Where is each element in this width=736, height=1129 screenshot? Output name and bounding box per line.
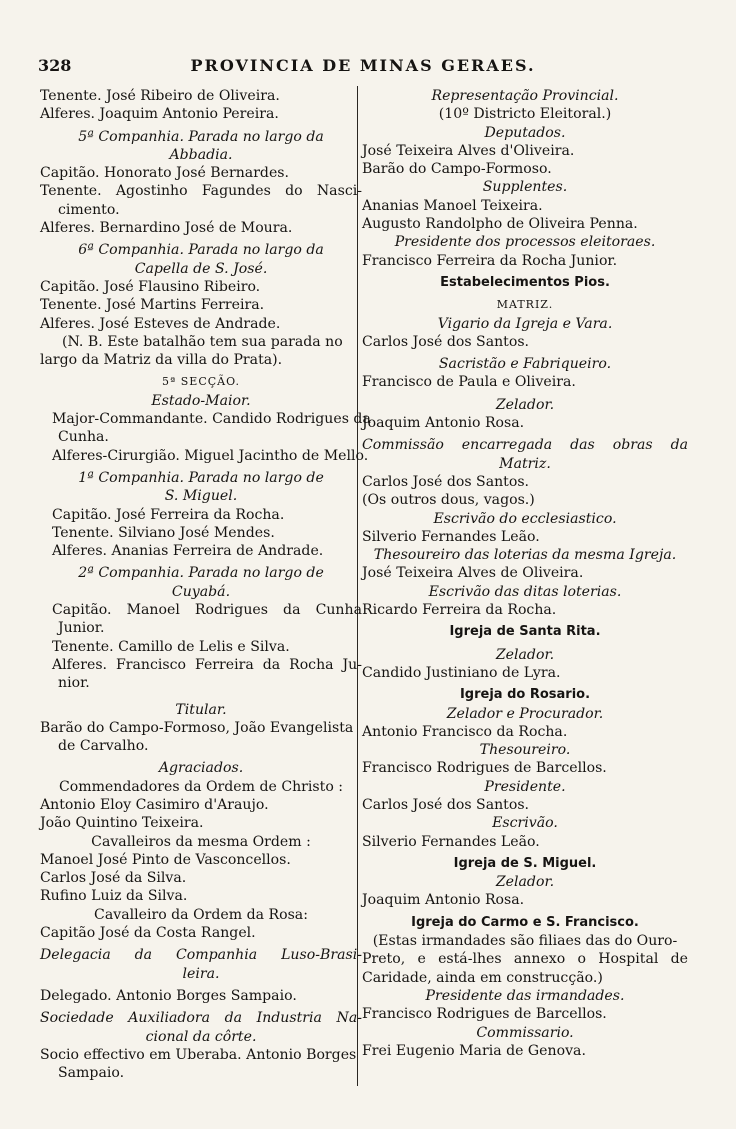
- text-line: Capitão. Manoel Rodrigues da Cunha: [52, 602, 362, 619]
- section-heading: Cuyabá.: [171, 583, 231, 600]
- subheading: MATRIZ.: [496, 298, 554, 312]
- section-heading: Matriz.: [499, 455, 551, 472]
- text-line: Tenente. José Martins Ferreira.: [40, 297, 265, 314]
- section-heading: Igreja de Santa Rita.: [449, 624, 601, 640]
- section-heading: Presidente dos processos eleitoraes.: [394, 234, 656, 251]
- section-heading: Vigario da Igreja e Vara.: [437, 315, 613, 332]
- text-line: Antonio Eloy Casimiro d'Araujo.: [40, 796, 269, 813]
- section-heading: Sacristão e Fabriqueiro.: [438, 356, 612, 373]
- text-line: João Quintino Teixeira.: [40, 815, 204, 832]
- section-heading: Presidente.: [484, 778, 566, 795]
- text-line: Carlos José dos Santos.: [362, 333, 530, 350]
- text-line: Francisco de Paula e Oliveira.: [362, 374, 576, 391]
- text-line: Joaquim Antonio Rosa.: [362, 415, 525, 432]
- page-number: 328: [38, 56, 72, 75]
- text-line: Manoel José Pinto de Vasconcellos.: [40, 851, 291, 868]
- text-line: Capitão. José Ferreira da Rocha.: [52, 506, 285, 523]
- section-heading: S. Miguel.: [164, 488, 238, 505]
- text-line: Barão do Campo-Formoso.: [362, 161, 552, 178]
- text-line: (N. B. Este batalhão tem sua parada no: [62, 333, 343, 350]
- text-line: Delegado. Antonio Borges Sampaio.: [40, 987, 297, 1004]
- subheading: Commendadores da Ordem de Christo :: [58, 778, 344, 795]
- section-heading: Igreja de S. Miguel.: [453, 855, 597, 871]
- text-line: Augusto Randolpho de Oliveira Penna.: [362, 216, 638, 233]
- text-line: Tenente. Agostinho Fagundes do Nasci-: [40, 183, 362, 200]
- section-heading: Zelador.: [495, 396, 555, 413]
- section-heading: Thesoureiro.: [479, 742, 571, 759]
- section-heading: Zelador e Procurador.: [446, 705, 604, 722]
- section-heading: Estado-Maior.: [151, 392, 251, 409]
- text-line: Socio effectivo em Uberaba. Antonio Borges: [40, 1046, 357, 1063]
- text-line: Carlos José dos Santos.: [362, 473, 530, 490]
- section-heading: Capella de S. José.: [134, 260, 268, 277]
- text-line: nior.: [58, 675, 90, 692]
- text-line: Capitão. Honorato José Bernardes.: [40, 165, 290, 182]
- section-heading: cional da côrte.: [145, 1028, 257, 1045]
- text-line: Capitão José da Costa Rangel.: [40, 925, 256, 942]
- section-heading: Estabelecimentos Pios.: [440, 274, 610, 290]
- text-line: Tenente. Silviano José Mendes.: [52, 524, 275, 541]
- section-heading: Escrivão do ecclesiastico.: [433, 510, 617, 527]
- section-heading: Presidente das irmandades.: [425, 987, 625, 1004]
- text-line: (Estas irmandades são filiaes das do Ouro-: [372, 933, 678, 950]
- section-heading: 6ª Companhia. Parada no largo da: [78, 242, 324, 259]
- section-heading: Agraciados.: [158, 760, 244, 777]
- section-heading: Commissario.: [476, 1024, 574, 1041]
- text-line: José Teixeira Alves de Oliveira.: [362, 565, 584, 582]
- section-heading: Commissão encarregada das obras da: [362, 437, 688, 454]
- text-line: Ricardo Ferreira da Rocha.: [362, 602, 557, 619]
- section-heading: Sociedade Auxiliadora da Industria Na-: [40, 1010, 362, 1027]
- text-line: Ananias Manoel Teixeira.: [362, 197, 543, 214]
- page-header: [38, 56, 688, 82]
- text-line: José Teixeira Alves d'Oliveira.: [362, 142, 575, 159]
- text-line: Francisco Rodrigues de Barcellos.: [362, 1006, 607, 1023]
- section-heading: Igreja do Carmo e S. Francisco.: [411, 914, 639, 930]
- section-heading: Delegacia da Companhia Luso-Brasi-: [40, 947, 362, 964]
- text-line: Candido Justiniano de Lyra.: [362, 664, 561, 681]
- text-line: Junior.: [58, 620, 105, 637]
- section-heading: Titular.: [175, 701, 227, 718]
- section-heading: Representação Provincial.: [431, 88, 619, 104]
- section-heading: Supplentes.: [482, 179, 568, 196]
- text-line: Major-Commandante. Candido Rodrigues da: [52, 411, 371, 428]
- subheading: (10º Districto Eleitoral.): [438, 106, 612, 123]
- text-line: Carlos José da Silva.: [40, 870, 187, 887]
- section-heading: 5ª Companhia. Parada no largo da: [78, 128, 324, 145]
- text-line: Tenente. José Ribeiro de Oliveira.: [40, 88, 280, 104]
- section-heading: Igreja do Rosario.: [459, 687, 591, 703]
- text-line: (Os outros dous, vagos.): [362, 492, 535, 509]
- text-line: cimento.: [58, 201, 120, 218]
- text-line: Alferes. Joaquim Antonio Pereira.: [40, 106, 279, 123]
- subheading: Cavalleiros da mesma Ordem :: [91, 833, 311, 850]
- text-line: Carlos José dos Santos.: [362, 796, 530, 813]
- text-line: largo da Matriz da villa do Prata).: [40, 352, 283, 369]
- text-line: de Carvalho.: [58, 738, 149, 755]
- text-line: Cunha.: [58, 429, 109, 446]
- running-title: PROVINCIA DE MINAS GERAES.: [190, 56, 536, 75]
- text-line: Frei Eugenio Maria de Genova.: [362, 1042, 586, 1059]
- section-heading: Escrivão das ditas loterias.: [428, 583, 622, 600]
- section-heading: 1ª Companhia. Parada no largo de: [78, 469, 324, 486]
- section-heading: Zelador.: [495, 646, 555, 663]
- text-line: Alferes-Cirurgião. Miguel Jacintho de Mello.: [52, 447, 369, 464]
- text-line: Joaquim Antonio Rosa.: [362, 892, 525, 909]
- section-heading: 5ª SECÇÃO.: [162, 375, 240, 389]
- section-heading: Abbadia.: [169, 146, 233, 163]
- section-heading: Thesoureiro das loterias da mesma Igreja.: [373, 547, 677, 564]
- text-line: Rufino Luiz da Silva.: [40, 888, 188, 905]
- section-heading: Escrivão.: [492, 815, 558, 832]
- text-line: Caridade, ainda em construcção.): [362, 969, 603, 986]
- right-column: [362, 87, 688, 1060]
- text-line: Alferes. Francisco Ferreira da Rocha Ju-: [52, 656, 362, 673]
- section-heading: Zelador.: [495, 874, 555, 891]
- left-column: [40, 87, 371, 1082]
- section-heading: leira.: [182, 965, 220, 982]
- text-line: Antonio Francisco da Rocha.: [362, 723, 568, 740]
- text-line: Preto, e está-lhes annexo o Hospital de: [362, 951, 688, 968]
- text-line: Francisco Ferreira da Rocha Junior.: [362, 252, 618, 269]
- subheading: Cavalleiro da Ordem da Rosa:: [94, 906, 308, 923]
- text-line: Francisco Rodrigues de Barcellos.: [362, 760, 607, 777]
- section-heading: Deputados.: [484, 124, 566, 141]
- text-line: Alferes. Ananias Ferreira de Andrade.: [52, 543, 324, 560]
- text-line: Silverio Fernandes Leão.: [362, 833, 540, 850]
- text-line: Tenente. Camillo de Lelis e Silva.: [52, 638, 290, 655]
- section-heading: 2ª Companhia. Parada no largo de: [78, 565, 324, 582]
- text-line: Barão do Campo-Formoso, João Evangelista: [40, 719, 354, 736]
- text-line: Silverio Fernandes Leão.: [362, 528, 540, 545]
- text-line: Alferes. Bernardino José de Moura.: [40, 220, 293, 237]
- text-line: Alferes. José Esteves de Andrade.: [40, 315, 281, 332]
- text-line: Capitão. José Flausino Ribeiro.: [40, 278, 261, 295]
- text-line: Sampaio.: [58, 1065, 125, 1082]
